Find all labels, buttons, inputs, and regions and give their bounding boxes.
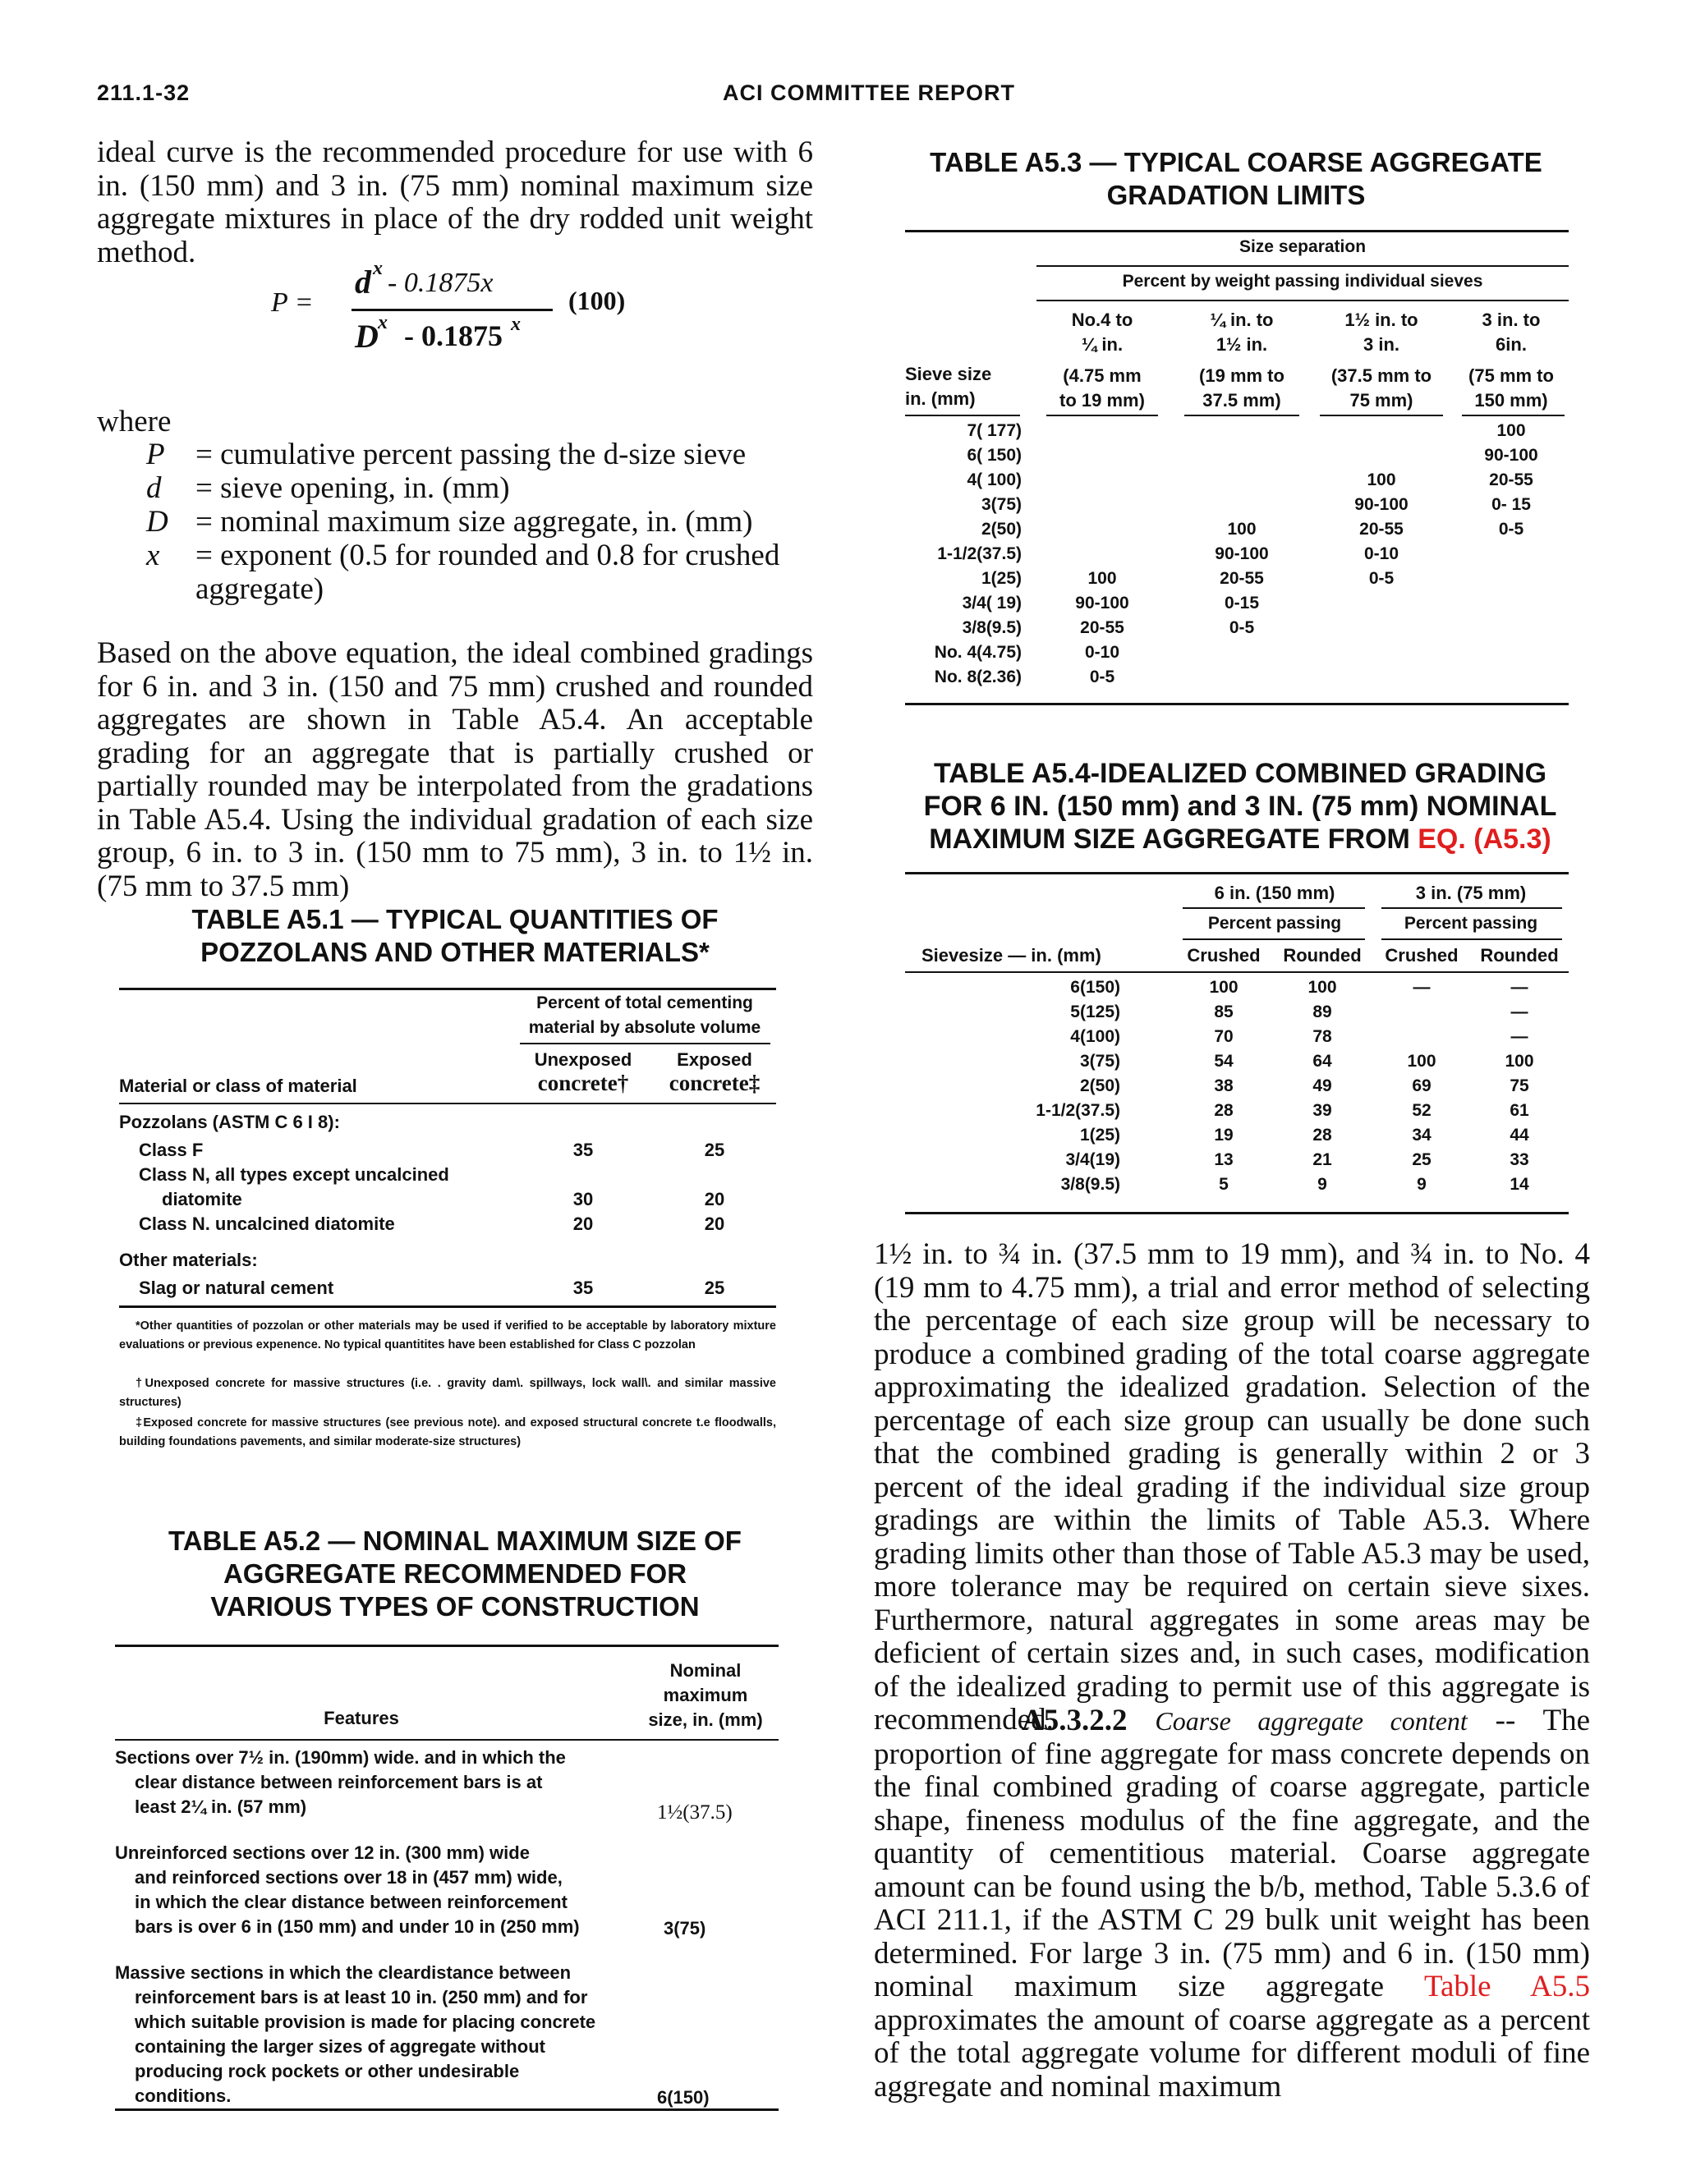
feature-line: in which the clear distance between reinforcement xyxy=(135,1892,568,1912)
col-header-unexposed: Unexposed xyxy=(534,1049,632,1070)
equation-numerator-rest: - 0.1875x xyxy=(388,268,494,298)
sieve-size-cell: 1(25) xyxy=(981,569,1022,588)
pct-rule-3in xyxy=(1381,938,1562,940)
table-a54-title-line: FOR 6 IN. (150 mm) and 3 IN. (75 mm) NOMINAL xyxy=(923,791,1557,822)
table-a53 xyxy=(905,232,1569,709)
table-a51-title-line: POZZOLANS AND OTHER MATERIALS* xyxy=(200,937,710,967)
percent-passing-cell: 100 xyxy=(1209,978,1239,997)
col-header-nominal-line: size, in. (mm) xyxy=(648,1709,763,1730)
col-header-line: to 19 mm) xyxy=(1059,390,1145,411)
table-a54-row xyxy=(905,1126,1569,1150)
col-header-line: (4.75 mm xyxy=(1063,365,1142,386)
sieve-size-cell: 2(50) xyxy=(981,520,1022,539)
feature-line: Massive sections in which the cleardistance between xyxy=(115,1962,572,1983)
percent-passing-cell: 100 xyxy=(1367,470,1396,489)
percent-passing-cell: 90-100 xyxy=(1075,594,1129,613)
percent-passing-cell: 52 xyxy=(1412,1101,1432,1120)
percent-passing-cell: 100 xyxy=(1505,1052,1534,1071)
table-a52-row xyxy=(115,1746,624,1819)
definition-symbol: x xyxy=(146,539,160,572)
percent-passing-cell: 20-55 xyxy=(1359,520,1404,539)
table-a52-title-line: AGGREGATE RECOMMENDED FOR xyxy=(223,1558,687,1589)
col-header xyxy=(1036,308,1168,413)
col-header xyxy=(1454,308,1569,413)
section-other-materials: Other materials: xyxy=(119,1250,258,1270)
sieve-size-cell: 2(50) xyxy=(1079,1076,1120,1095)
percent-passing-cell: 0- 15 xyxy=(1491,495,1531,514)
paragraph-ideal-gradings: Based on the above equation, the ideal combined gradings for 6 in. and 3 in. (150 and 75 mm) crushed and rounded aggregates are shown in Table A5.4. An acceptable grading for an aggregate that is partially crushed or partially rounded may be interpolated from the gradations in Table A5.4. Using the individual gradation of each size group, 6 in. to 3 in. (150 mm to 75 mm), 3 in. to 1½ in. (75 mm to 37.5 mm) xyxy=(97,636,813,903)
equation-lhs: P = xyxy=(271,287,314,318)
feature-line: which suitable provision is made for placing concrete xyxy=(135,2012,596,2032)
table-a54-row xyxy=(905,1027,1569,1052)
sieve-size-cell: 3/4( 19) xyxy=(962,594,1022,613)
table-a51-footnote: †Unexposed concrete for massive structures (i.e. . gravity dam\. spillways, lock wall\. and similar massive structures) xyxy=(119,1377,776,1409)
equation xyxy=(246,258,641,369)
group-header-6in: 6 in. (150 mm) xyxy=(1214,883,1335,903)
percent-header: Percent by weight passing individual sieves xyxy=(1122,272,1483,291)
intro-paragraph: ideal curve is the recommended procedure for use with 6 in. (150 mm) and 3 in. (75 mm) nominal maximum size aggregate mixtures in place of the dry rodded unit weight method. xyxy=(97,135,813,269)
table-a53-row xyxy=(905,495,1569,520)
percent-passing-cell: 89 xyxy=(1312,1003,1332,1021)
col-header-nominal xyxy=(632,1659,779,1732)
section-title: Coarse aggregate content xyxy=(1155,1706,1468,1736)
percent-passing-cell: 69 xyxy=(1412,1076,1432,1095)
table-a53-row xyxy=(905,594,1569,618)
table-a54-row xyxy=(905,1101,1569,1126)
table-a51 xyxy=(119,992,776,1452)
section-a5322 xyxy=(874,1705,1590,2104)
sieve-size-cell: 1-1/2(37.5) xyxy=(1036,1101,1120,1120)
percent-passing-cell: 20-55 xyxy=(1489,470,1533,489)
size-separation-rule xyxy=(1036,265,1569,267)
percent-passing-cell: 90-100 xyxy=(1484,446,1538,465)
table-a54-title-line xyxy=(887,823,1593,856)
row-label: diatomite xyxy=(162,1189,242,1209)
row-label: Slag or natural cement xyxy=(139,1278,334,1298)
eq-a53-link[interactable]: EQ. (A5.3) xyxy=(1418,824,1551,855)
col-header-line: 150 mm) xyxy=(1474,390,1548,411)
table-a54-row xyxy=(905,1076,1569,1101)
percent-passing-cell: — xyxy=(1510,1003,1528,1021)
cell-unexposed: 30 xyxy=(572,1189,594,1209)
table-a53-row xyxy=(905,470,1569,495)
col-header-line: 1½ in. xyxy=(1216,334,1268,355)
sieve-size-header-line: in. (mm) xyxy=(905,388,976,409)
feature-line: reinforcement bars is at least 10 in. (250 mm) and for xyxy=(135,1987,588,2007)
percent-passing-cell: 90-100 xyxy=(1215,544,1269,563)
table-a53-row xyxy=(905,643,1569,668)
sieve-size-cell: No. 4(4.75) xyxy=(934,643,1022,662)
percent-passing-cell: 0-10 xyxy=(1084,643,1120,662)
percent-passing-cell: 0-5 xyxy=(1498,520,1524,539)
percent-passing-cell: 19 xyxy=(1214,1126,1234,1145)
percent-passing-cell: — xyxy=(1510,1027,1528,1046)
table-a53-row xyxy=(905,618,1569,643)
section-text-cont: approximates the amount of coarse aggregate as a percent of the total aggregate volume for different moduli of fine aggregate and nominal maximum xyxy=(874,2003,1590,2104)
section-pozzolans: Pozzolans (ASTM C 6 I 8): xyxy=(119,1112,340,1132)
feature-line: Sections over 7½ in. (190mm) wide. and in which the xyxy=(115,1747,566,1768)
percent-passing-cell: 54 xyxy=(1214,1052,1234,1071)
percent-passing-cell: 100 xyxy=(1496,421,1526,440)
nominal-size-cell: 6(150) xyxy=(657,2087,710,2108)
percent-passing-cell: 90-100 xyxy=(1354,495,1409,514)
col-header-exposed: Exposed xyxy=(677,1049,752,1070)
col-header-line: 6in. xyxy=(1496,334,1527,355)
col-header-line: ¼ in. to xyxy=(1210,310,1274,330)
col-header-exposed-2: concrete‡ xyxy=(669,1071,761,1095)
definition-text: aggregate) xyxy=(195,572,324,606)
percent-passing-cell: 0-5 xyxy=(1229,618,1255,637)
row-label: Class F xyxy=(139,1140,204,1160)
col-header-line: 1½ in. to xyxy=(1344,310,1418,330)
percent-passing-cell: 21 xyxy=(1312,1150,1332,1169)
feature-line: conditions. xyxy=(135,2085,232,2106)
percent-passing-cell: 64 xyxy=(1312,1052,1332,1071)
fraction-bar xyxy=(352,309,553,311)
nominal-size-cell: 3(75) xyxy=(664,1918,706,1939)
percent-passing-cell: 100 xyxy=(1227,520,1257,539)
table-a51-group-rule xyxy=(520,1043,770,1044)
paragraph-trial-and-error: 1½ in. to ¾ in. (37.5 mm to 19 mm), and ¾ in. to No. 4 (19 mm to 4.75 mm), a trial and error method of selecting the percentage of each size group will be necessary to produce a combined grading of the total coarse aggregate approximating the idealized gradation. Selection of the percentage of each size group can usually be done such that the combined grading is generally within 2 or 3 percent of the ideal grading if the individual size group gradings are within the limits of Table A5.3. Where grading limits other than those of Table A5.3 may be used, more tolerance may be required on certain sieve sixes. Furthermore, natural aggregates in some areas may be deficient of certain sizes and, in such cases, modification of the idealized grading to permit use of this aggregate is recommended. xyxy=(874,1237,1590,1737)
percent-passing-cell: 28 xyxy=(1312,1126,1332,1145)
cell-exposed: 20 xyxy=(704,1189,725,1209)
percent-passing-cell: 20-55 xyxy=(1080,618,1124,637)
table-a52-bottom-rule xyxy=(115,2108,779,2111)
percent-passing-cell: 61 xyxy=(1510,1101,1529,1120)
col-header-line: 3 in. xyxy=(1363,334,1399,355)
sieve-size-cell: 3/8(9.5) xyxy=(962,618,1022,637)
sieve-size-cell: 4(100) xyxy=(1070,1027,1120,1046)
table-a52-title-line: VARIOUS TYPES OF CONSTRUCTION xyxy=(210,1591,700,1622)
sieve-size-header-line: Sieve size xyxy=(905,364,992,384)
cell-unexposed: 35 xyxy=(572,1140,594,1160)
definition-text: = nominal maximum size aggregate, in. (mm) xyxy=(195,505,753,539)
col-header xyxy=(1312,308,1451,413)
feature-line: and reinforced sections over 18 in (457 mm) wide, xyxy=(135,1867,563,1888)
table-a54-bottom-rule xyxy=(905,1212,1569,1214)
col-rounded-6in: Rounded xyxy=(1283,945,1362,966)
table-a53-row xyxy=(905,421,1569,446)
cell-exposed: 20 xyxy=(704,1214,725,1234)
percent-passing-cell: 34 xyxy=(1412,1126,1432,1145)
percent-passing-cell: 9 xyxy=(1417,1175,1427,1194)
col-header-features: Features xyxy=(324,1708,399,1728)
col-header-line: 3 in. to xyxy=(1482,310,1541,330)
percent-passing-cell: 33 xyxy=(1510,1150,1529,1169)
table-a51-footnote: ‡Exposed concrete for massive structures (see previous note). and exposed structural concrete t.e floodwalls, building foundations pavements, and similar moderate-size structures) xyxy=(119,1416,776,1448)
table-a54-row xyxy=(905,978,1569,1003)
sieve-size-cell: 6(150) xyxy=(1070,978,1120,997)
cell-unexposed: 20 xyxy=(572,1214,594,1234)
table-a51-group-header-2: material by absolute volume xyxy=(528,1018,761,1037)
table-a53-row xyxy=(905,668,1569,692)
table-a53-title-line: TABLE A5.3 — TYPICAL COARSE AGGREGATE xyxy=(930,147,1542,177)
nominal-size-cell: 1½(37.5) xyxy=(657,1801,733,1824)
percent-passing-6in: Percent passing xyxy=(1207,914,1342,933)
feature-line: bars is over 6 in (150 mm) and under 10 in (250 mm) xyxy=(135,1916,580,1937)
table-a52-row xyxy=(115,1841,624,1939)
feature-line: producing rock pockets or other undesirable xyxy=(135,2061,520,2081)
percent-passing-cell: 14 xyxy=(1510,1175,1529,1194)
pct-rule-6in xyxy=(1183,938,1365,940)
col-header-unexposed-2: concrete† xyxy=(537,1071,629,1095)
percent-passing-cell: — xyxy=(1413,978,1431,997)
percent-passing-cell: 5 xyxy=(1219,1175,1229,1194)
definition-text: = sieve opening, in. (mm) xyxy=(195,471,510,505)
where-label: where xyxy=(97,405,172,438)
definition-text: = exponent (0.5 for rounded and 0.8 for crushed xyxy=(195,539,780,572)
sieve-size-cell: 4( 100) xyxy=(967,470,1022,489)
group-header-3in: 3 in. (75 mm) xyxy=(1415,883,1527,903)
equation-numerator-exp: x xyxy=(373,258,383,279)
percent-passing-cell: 100 xyxy=(1307,978,1337,997)
col-underline xyxy=(1184,415,1299,416)
row-label: Class N. uncalcined diatomite xyxy=(139,1214,395,1234)
table-a54-title-text: MAXIMUM SIZE AGGREGATE FROM xyxy=(929,824,1418,855)
feature-line: least 2¼ in. (57 mm) xyxy=(135,1796,307,1817)
sieve-size-cell: 3/4(19) xyxy=(1065,1150,1120,1169)
table-a53-row xyxy=(905,446,1569,470)
col-crushed-3in: Crushed xyxy=(1385,945,1459,966)
col-underline xyxy=(1046,415,1158,416)
percent-passing-3in: Percent passing xyxy=(1404,914,1538,933)
cell-exposed: 25 xyxy=(704,1140,725,1160)
percent-passing-cell: 38 xyxy=(1214,1076,1234,1095)
table-a53-row xyxy=(905,569,1569,594)
sieve-size-header xyxy=(905,362,991,411)
equation-denominator-rest: - 0.1875 xyxy=(404,319,503,352)
col-header-line: No.4 to xyxy=(1071,310,1133,330)
equation-numerator-d: d xyxy=(355,264,371,301)
percent-passing-cell: 9 xyxy=(1317,1175,1327,1194)
percent-passing-cell: — xyxy=(1510,978,1528,997)
table-a52-header-rule xyxy=(115,1739,779,1741)
percent-passing-cell: 0-5 xyxy=(1368,569,1395,588)
size-separation-header: Size separation xyxy=(1239,237,1367,256)
percent-passing-cell: 25 xyxy=(1412,1150,1432,1169)
sieve-size-cell: 3(75) xyxy=(981,495,1022,514)
table-a52 xyxy=(115,1647,779,2107)
percent-passing-cell: 13 xyxy=(1214,1150,1234,1169)
col-crushed-6in: Crushed xyxy=(1187,945,1261,966)
col-header-line: 37.5 mm) xyxy=(1202,390,1281,411)
table-a53-bottom-rule xyxy=(905,703,1569,705)
group-rule-6in xyxy=(1183,907,1365,909)
table-a52-row xyxy=(115,1961,624,2108)
percent-passing-cell: 70 xyxy=(1214,1027,1234,1046)
sieve-size-cell: 1-1/2(37.5) xyxy=(937,544,1022,563)
col-header-line: 75 mm) xyxy=(1349,390,1413,411)
percent-passing-cell: 85 xyxy=(1214,1003,1234,1021)
equation-factor: (100) xyxy=(568,286,626,315)
percent-passing-cell: 44 xyxy=(1510,1126,1529,1145)
col-header xyxy=(1176,308,1307,413)
feature-line: Unreinforced sections over 12 in. (300 mm) wide xyxy=(115,1842,530,1863)
percent-passing-cell: 0-10 xyxy=(1363,544,1399,563)
percent-passing-cell: 75 xyxy=(1510,1076,1529,1095)
percent-passing-cell: 39 xyxy=(1312,1101,1332,1120)
table-a53-title-line: GRADATION LIMITS xyxy=(1106,180,1366,210)
col-underline xyxy=(1320,415,1443,416)
col-header-line: (37.5 mm to xyxy=(1330,365,1432,386)
sieve-size-cell: No. 8(2.36) xyxy=(934,668,1022,686)
table-a54-title-line: TABLE A5.4-IDEALIZED COMBINED GRADING xyxy=(933,758,1547,789)
sieve-size-cell: 3/8(9.5) xyxy=(1060,1175,1120,1194)
table-a54-header-rule xyxy=(905,971,1569,973)
percent-passing-cell: 100 xyxy=(1407,1052,1436,1071)
table-a52-title xyxy=(97,1525,813,1623)
equation-denominator-exp2: x xyxy=(511,314,521,335)
row-label: Class N, all types except uncalcined xyxy=(139,1164,449,1185)
col-header-line: (75 mm to xyxy=(1468,365,1554,386)
sieve-header-underline xyxy=(905,415,1020,416)
group-rule-3in xyxy=(1381,907,1562,909)
table-a54-title xyxy=(887,757,1593,856)
section-number: A5.3.2.2 xyxy=(1022,1704,1128,1737)
table-a54-row xyxy=(905,1150,1569,1175)
col-underline xyxy=(1462,415,1565,416)
equation-denominator-exp: x xyxy=(378,312,388,333)
table-a51-title xyxy=(97,903,813,969)
table-a51-group-header-1: Percent of total cementing xyxy=(536,993,753,1012)
sieve-size-cell: 3(75) xyxy=(1079,1052,1120,1071)
percent-passing-cell: 20-55 xyxy=(1220,569,1264,588)
col-header-line: ¼ in. xyxy=(1081,334,1124,355)
sieve-size-header: Sievesize — in. (mm) xyxy=(921,945,1101,966)
table-a51-title-line: TABLE A5.1 — TYPICAL QUANTITIES OF xyxy=(191,904,719,934)
percent-passing-cell: 28 xyxy=(1214,1101,1234,1120)
definition-symbol: d xyxy=(146,471,162,505)
equation-denominator-D: D xyxy=(355,318,379,355)
col-rounded-3in: Rounded xyxy=(1480,945,1559,966)
table-a51-footnote: *Other quantities of pozzolan or other materials may be used if verified to be acceptable by laboratory mixture evaluations or previous expenence. No typical quantitites have been established for Class C pozzolan xyxy=(119,1319,776,1351)
definition-symbol: P xyxy=(146,438,165,471)
feature-line: clear distance between reinforcement bars is at xyxy=(135,1772,543,1792)
col-header-nominal-line: maximum xyxy=(663,1685,748,1705)
percent-passing-cell: 78 xyxy=(1312,1027,1332,1046)
cell-unexposed: 35 xyxy=(572,1278,594,1298)
percent-passing-cell: 0-5 xyxy=(1089,668,1115,686)
col-header-line: (19 mm to xyxy=(1199,365,1284,386)
sieve-size-cell: 5(125) xyxy=(1070,1003,1120,1021)
percent-header-rule xyxy=(1036,300,1569,301)
section-text: -- The proportion of fine aggregate for mass concrete depends on the final combined grading of coarse aggregate, particle shape, fineness modulus of the fine aggregate, and the quantity of cementitious material. Coarse aggregate amount can be found using the b/b, method, Table 5.3.6 of ACI 211.1, if the ASTM C 29 bulk unit weight has been determined. For large 3 in. (75 mm) and 6 in. (150 mm) nominal maximum size aggregate xyxy=(874,1704,1591,2003)
sieve-size-cell: 7( 177) xyxy=(967,421,1022,440)
table-a51-bottom-rule xyxy=(119,1305,776,1308)
definition-text: = cumulative percent passing the d-size sieve xyxy=(195,438,747,471)
cell-exposed: 25 xyxy=(704,1278,725,1298)
col-header-material: Material or class of material xyxy=(119,1076,357,1096)
sieve-size-cell: 6( 150) xyxy=(967,446,1022,465)
table-a51-header-rule xyxy=(119,1103,776,1104)
table-a53-row xyxy=(905,520,1569,544)
feature-line: containing the larger sizes of aggregate without xyxy=(135,2036,545,2057)
table-a54 xyxy=(905,874,1569,1219)
table-a54-row xyxy=(905,1003,1569,1027)
running-title: ACI COMMITTEE REPORT xyxy=(723,80,1015,105)
table-a53-row xyxy=(905,544,1569,569)
percent-passing-cell: 49 xyxy=(1312,1076,1332,1095)
sieve-size-cell: 1(25) xyxy=(1079,1126,1120,1145)
table-a55-link[interactable]: Table A5.5 xyxy=(1423,1970,1591,2003)
page-number: 211.1-32 xyxy=(97,80,191,105)
table-a54-row xyxy=(905,1052,1569,1076)
table-a53-title xyxy=(879,146,1593,212)
percent-passing-cell: 100 xyxy=(1087,569,1117,588)
table-a51-top-rule xyxy=(119,988,776,990)
table-a52-title-line: TABLE A5.2 — NOMINAL MAXIMUM SIZE OF xyxy=(168,1526,742,1556)
col-header-nominal-line: Nominal xyxy=(669,1660,742,1681)
percent-passing-cell: 0-15 xyxy=(1224,594,1260,613)
table-a54-row xyxy=(905,1175,1569,1200)
definition-symbol: D xyxy=(146,505,168,539)
